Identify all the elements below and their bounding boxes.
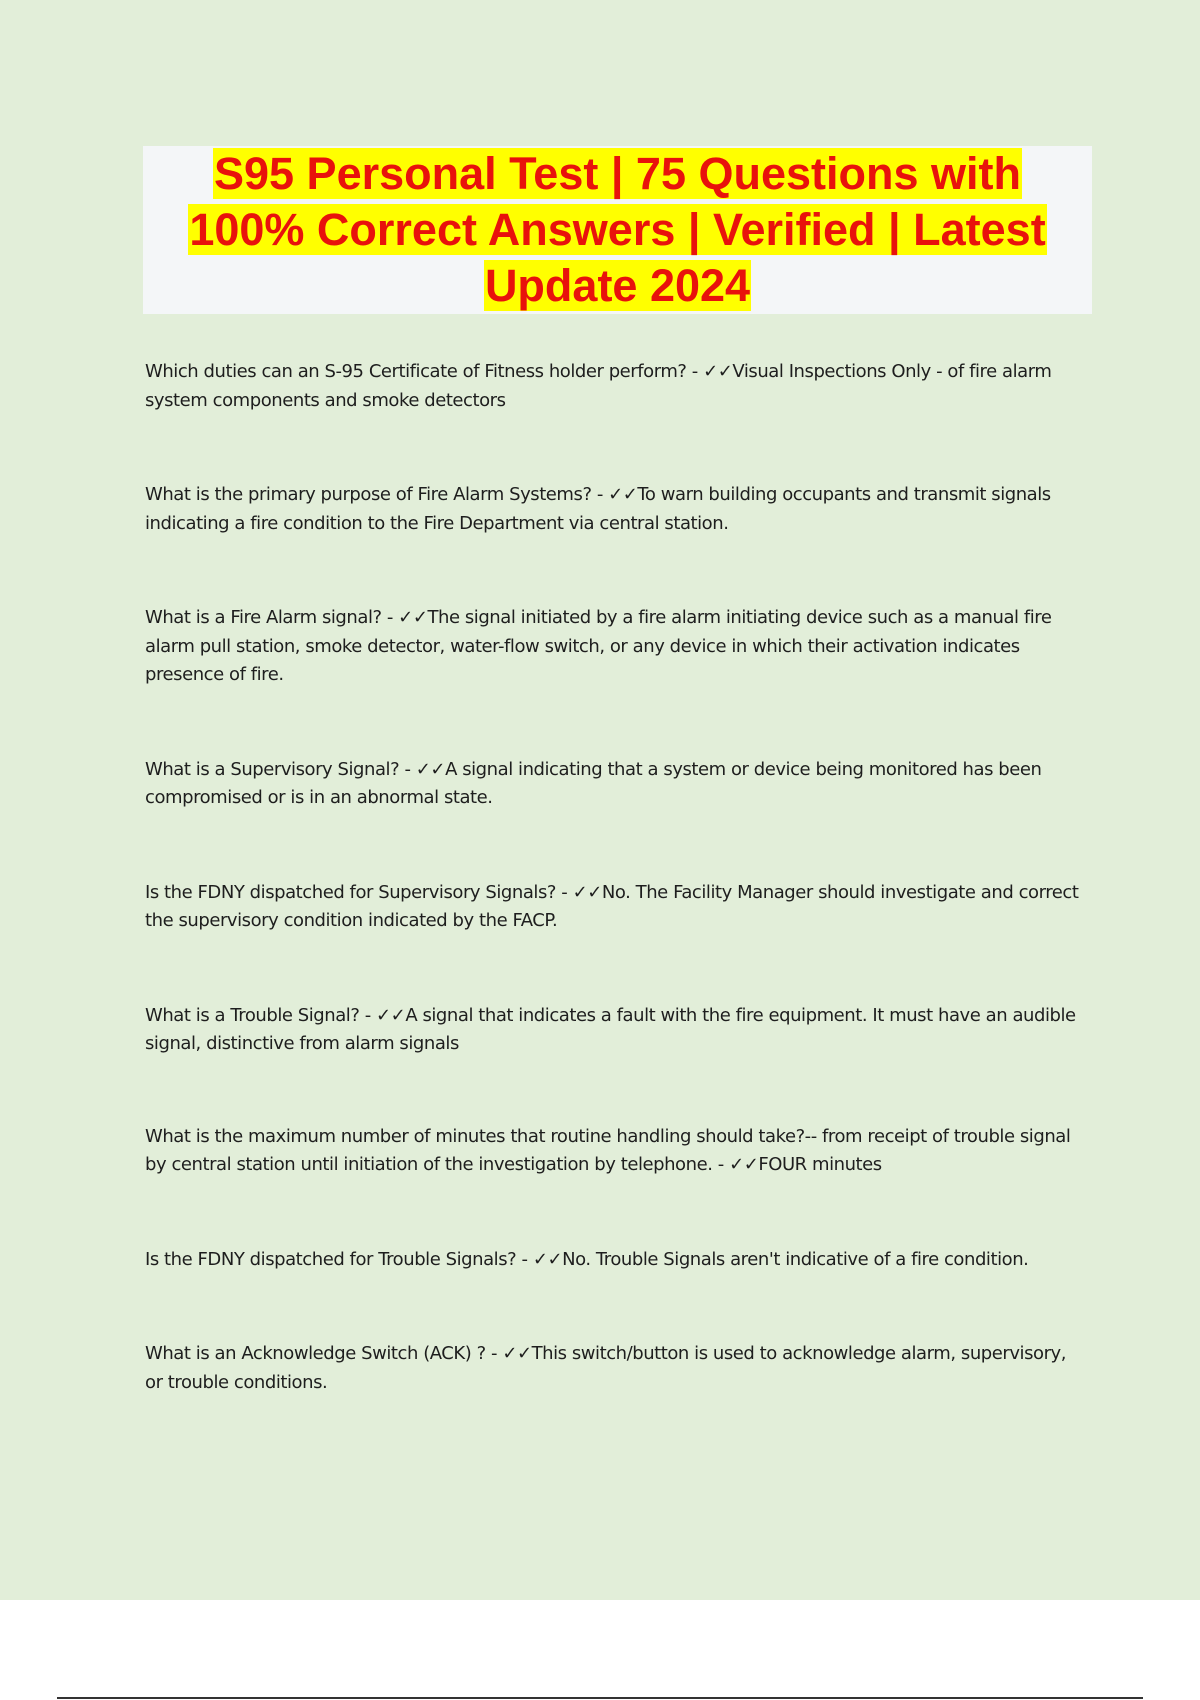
title-line-1: S95 Personal Test | 75 Questions with <box>213 148 1021 199</box>
title-line-2: 100% Correct Answers | Verified | Latest <box>189 204 1046 255</box>
qa-item-3: What is a Fire Alarm signal? - ✓✓The signal initiated by a fire alarm initiating device such as a manual fire alarm pull station, smoke detector, water-flow switch, or any device in which their activation indicates presence of fire. <box>145 607 1052 685</box>
qa-item-8: Is the FDNY dispatched for Trouble Signals? - ✓✓No. Trouble Signals aren't indicative of a fire condition. <box>145 1248 1029 1270</box>
bottom-divider <box>57 1697 1143 1699</box>
qa-item-4: What is a Supervisory Signal? - ✓✓A signal indicating that a system or device being monitored has been compromised or is in an abnormal state. <box>145 758 1042 808</box>
qa-item-7: What is the maximum number of minutes that routine handling should take?-- from receipt of trouble signal by central station until initiation of the investigation by telephone. - ✓✓FOUR minutes <box>145 1125 1071 1175</box>
qa-item-9: What is an Acknowledge Switch (ACK) ? - ✓✓This switch/button is used to acknowledge alarm, supervisory, or trouble conditions. <box>145 1343 1067 1393</box>
qa-item-1: Which duties can an S-95 Certificate of Fitness holder perform? - ✓✓Visual Inspections Only - of fire alarm system components and smoke detectors <box>145 361 1052 411</box>
qa-item-6: What is a Trouble Signal? - ✓✓A signal that indicates a fault with the fire equipment. It must have an audible signal, distinctive from alarm signals <box>145 1004 1076 1054</box>
question-answer-list <box>145 358 1085 1397</box>
title-line-3: Update 2024 <box>484 260 751 311</box>
title-box <box>143 146 1092 314</box>
qa-item-2: What is the primary purpose of Fire Alarm Systems? - ✓✓To warn building occupants and transmit signals indicating a fire condition to the Fire Department via central station. <box>145 484 1051 534</box>
qa-item-5: Is the FDNY dispatched for Supervisory Signals? - ✓✓No. The Facility Manager should investigate and correct the supervisory condition indicated by the FACP. <box>145 881 1079 931</box>
